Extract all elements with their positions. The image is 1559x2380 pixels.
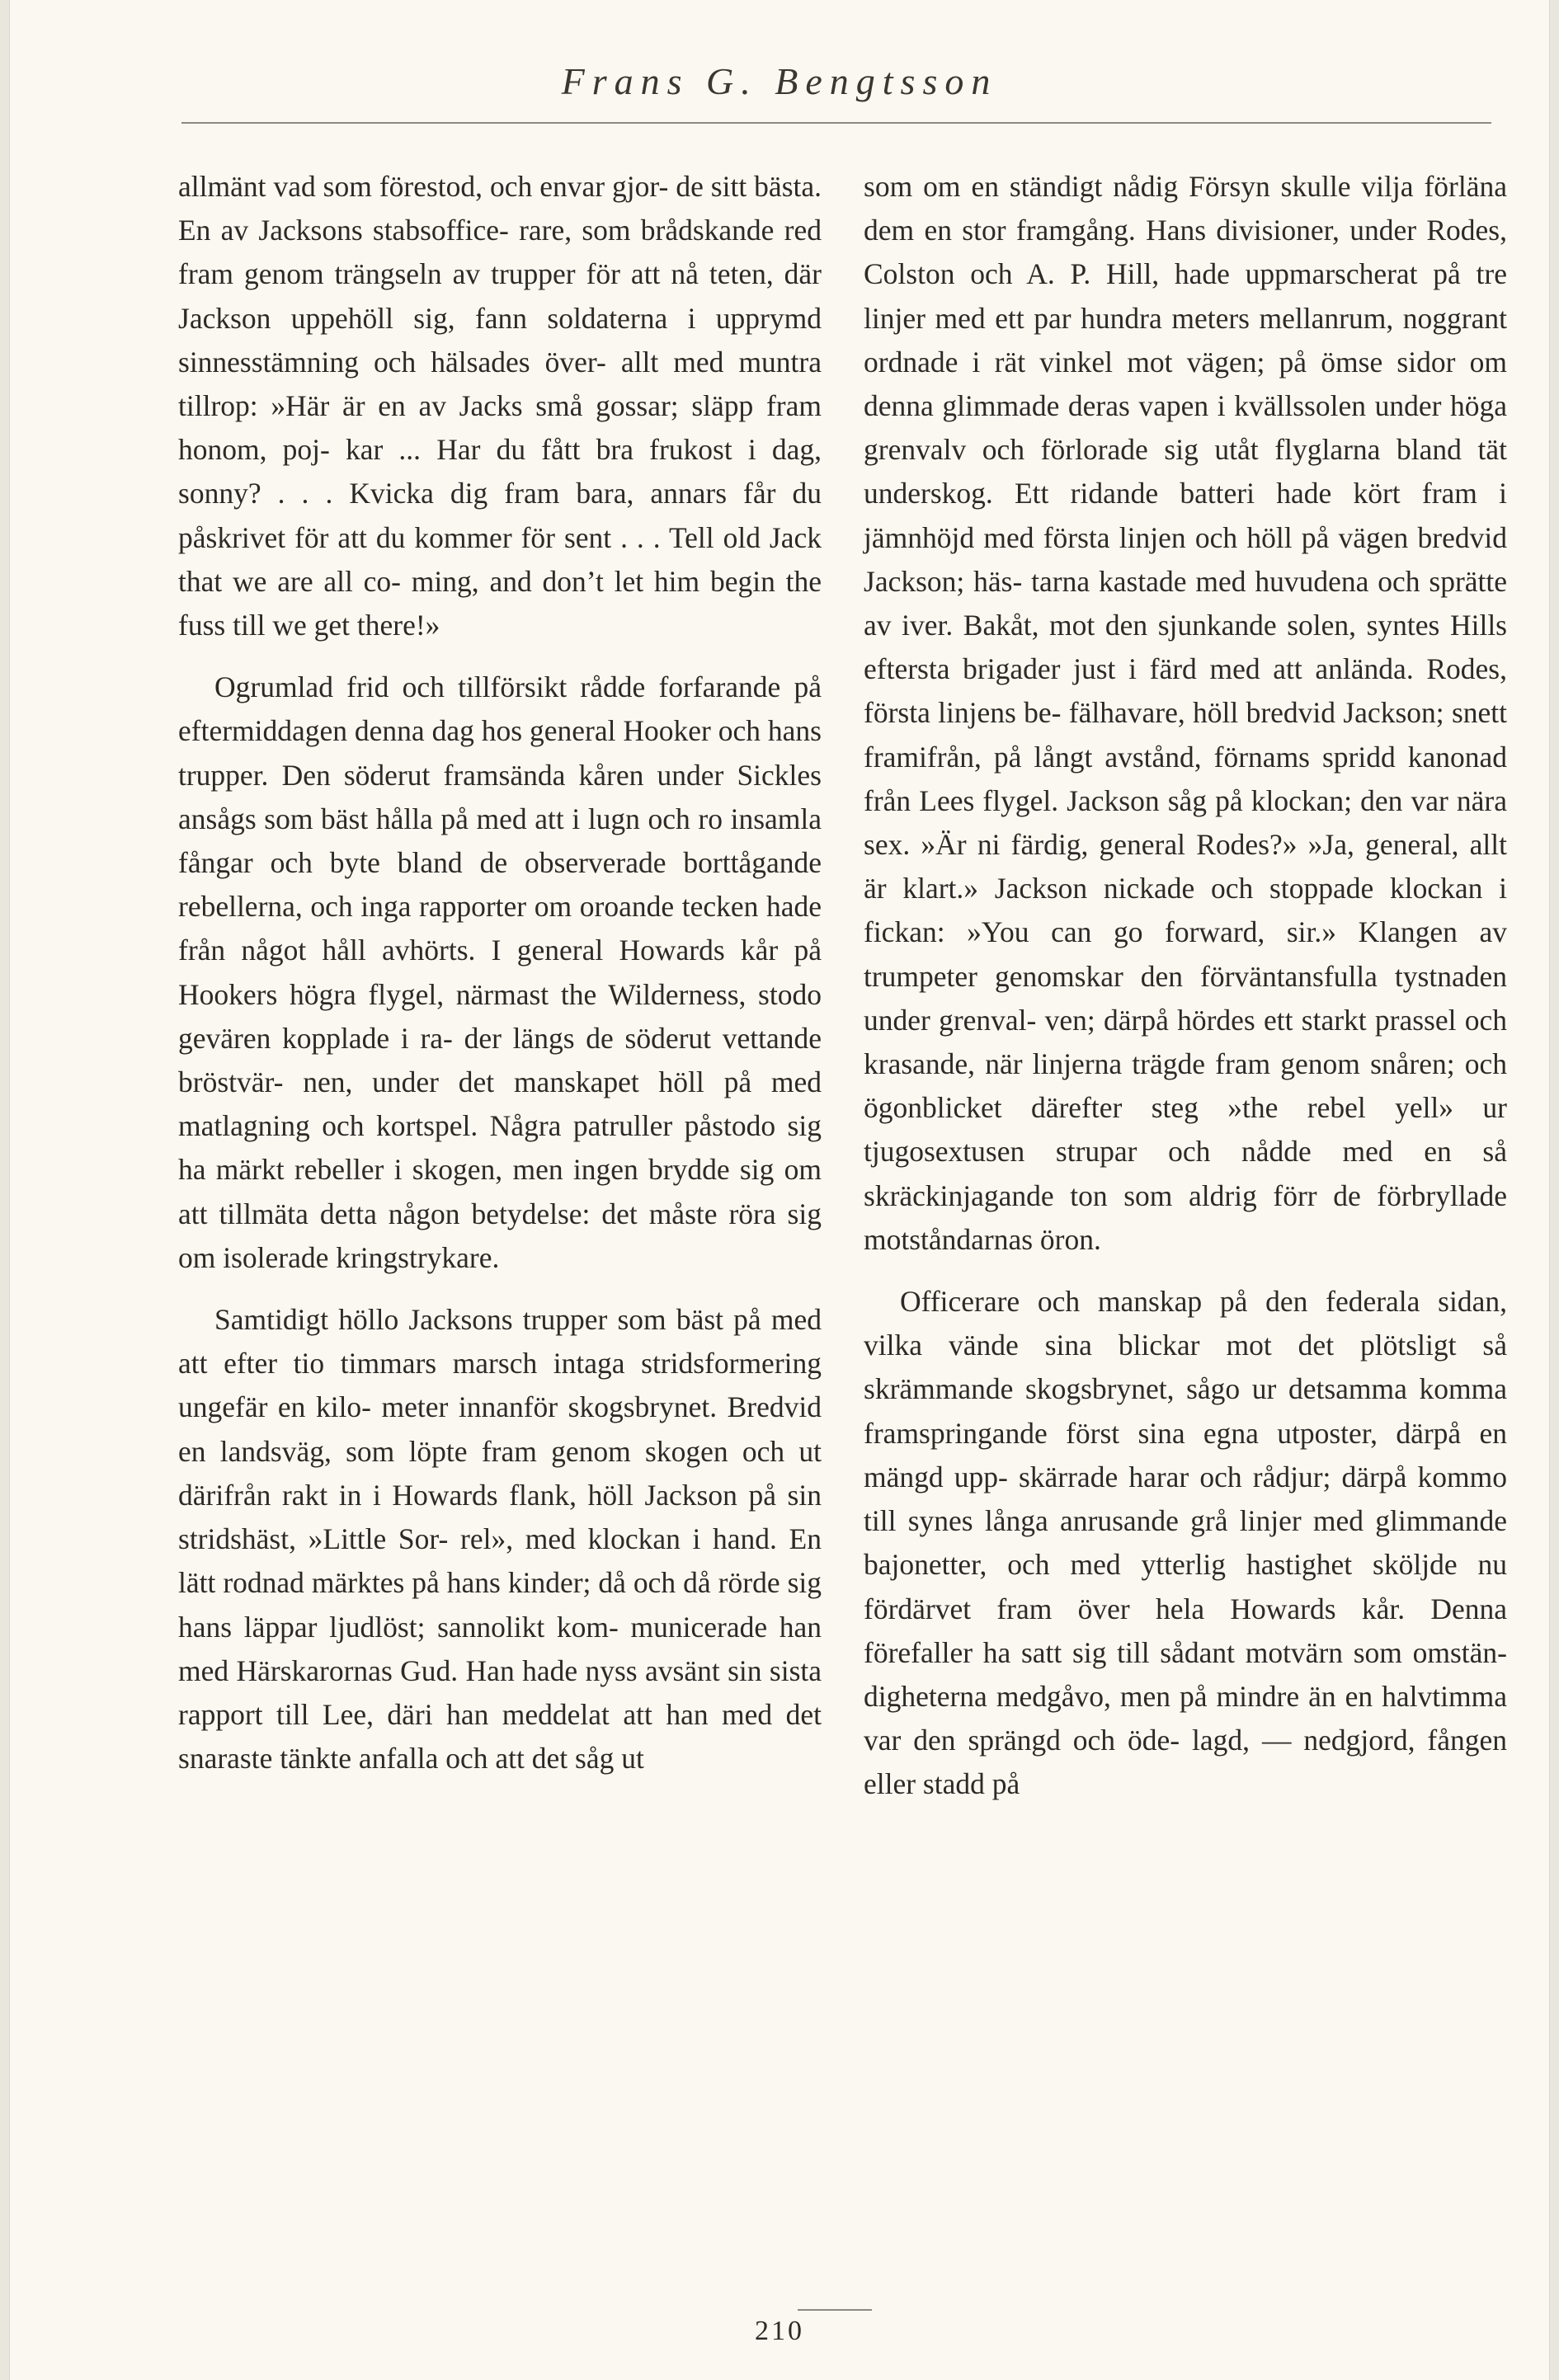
book-page [10,0,1549,2380]
paragraph: som om en ständigt nådig Försyn skulle vilja förläna dem en stor framgång. Hans divisioner, under Rodes, Colston och A. P. Hill, hade uppmarscherat på tre linjer med ett par hundra meters mellanrum, noggrant ordnade i rät vinkel mot vägen; på ömse sidor om denna glimmade deras vapen i kvällssolen under höga grenvalv och förlorade sig utåt flyglarna bland tät underskog. Ett ridande batteri hade kört fram i jämnhöjd med första linjen och höll på vägen bredvid Jackson; häs- tarna kastade med huvudena och sprätte av iver. Bakåt, mot den sjunkande solen, syntes Hills eftersta brigader just i färd med att anlända. Rodes, första linjens be- fälhavare, höll bredvid Jackson; snett framifrån, på långt avstånd, förnams spridd kanonad från Lees flygel. Jackson såg på klockan; den var nära sex. »Är ni färdig, general Rodes?» »Ja, general, allt är klart.» Jackson nickade och stoppade klockan i fickan: »You can go forward, sir.» Klangen av trumpeter genomskar den förväntansfulla tystnaden under grenval- ven; därpå hördes ett starkt prassel och krasande, när linjerna trägde fram genom snåren; och ögonblicket därefter steg »the rebel yell» ur tjugosextusen strupar och nådde med en så skräckinjagande ton som aldrig förr de förbryllade motståndarnas öron. [864,170,1507,1256]
paragraph: allmänt vad som förestod, och envar gjor- de sitt bästa. En av Jacksons stabsoffice- rare, som brådskande red fram genom trängseln av trupper för att nå teten, där Jackson uppehöll sig, fann soldaterna i upprymd sinnesstämning och hälsades över- allt med muntra tillrop: »Här är en av Jacks små gossar; släpp fram honom, poj- kar ... Har du fått bra frukost i dag, sonny? . . . Kvicka dig fram bara, annars får du påskrivet för att du kommer för sent . . . Tell old Jack that we are all co- ming, and don’t let him begin the fuss till we get there!» [178,170,822,642]
header-rule [181,122,1491,124]
running-head-author: Frans G. Bengtsson [561,60,998,102]
paragraph: Ogrumlad frid och tillförsikt rådde forfarande på eftermiddagen denna dag hos general Hooker och hans trupper. Den söderut framsända kåren under Sickles ansågs som bäst hålla på med att i lugn och ro insamla fångar och byte bland de observerade borttågande rebellerna, och inga rapporter om oroande tecken hade från något håll avhörts. I general Howards kår på Hookers högra flygel, närmast the Wilderness, stodo gevären kopplade i ra- der längs de söderut vettande bröstvär- nen, under det manskapet höll på med matlagning och kortspel. Några patruller påstodo sig ha märkt rebeller i skogen, men ingen brydde sig om att tillmäta detta någon betydelse: det måste röra sig om isolerade kringstrykare. [178,670,822,1274]
footer-rule [798,2309,872,2311]
page-number: 210 [755,2316,804,2346]
left-text-column [178,165,822,1780]
paragraph: Officerare och manskap på den federala sidan, vilka vände sina blickar mot det plötsligt så skrämmande skogsbrynet, sågo ur detsamma komma framspringande först sina egna utposter, därpå en mängd upp- skärrade harar och rådjur; därpå kommo till synes långa anrusande grå linjer med glimmande bajonetter, och med ytterlig hastighet sköljde nu fördärvet fram över hela Howards kår. Denna förefaller ha satt sig till sådant motvärn som omstän- digheterna medgåvo, men på mindre än en halvtimma var den sprängd och öde- lagd, — nedgjord, fången eller stadd på [864,1285,1507,1801]
paragraph: Samtidigt höllo Jacksons trupper som bäst på med att efter tio timmars marsch intaga stridsformering ungefär en kilo- meter innanför skogsbrynet. Bredvid en landsväg, som löpte fram genom skogen och ut därifrån rakt in i Howards flank, höll Jackson på sin stridshäst, »Little Sor- rel», med klockan i hand. En lätt rodnad märktes på hans kinder; då och då rörde sig hans läppar ljudlöst; sannolikt kom- municerade han med Härskarornas Gud. Han hade nyss avsänt sin sista rapport till Lee, däri han meddelat att han med det snaraste tänkte anfalla och att det såg ut [178,1303,822,1776]
right-text-column [864,165,1507,1807]
